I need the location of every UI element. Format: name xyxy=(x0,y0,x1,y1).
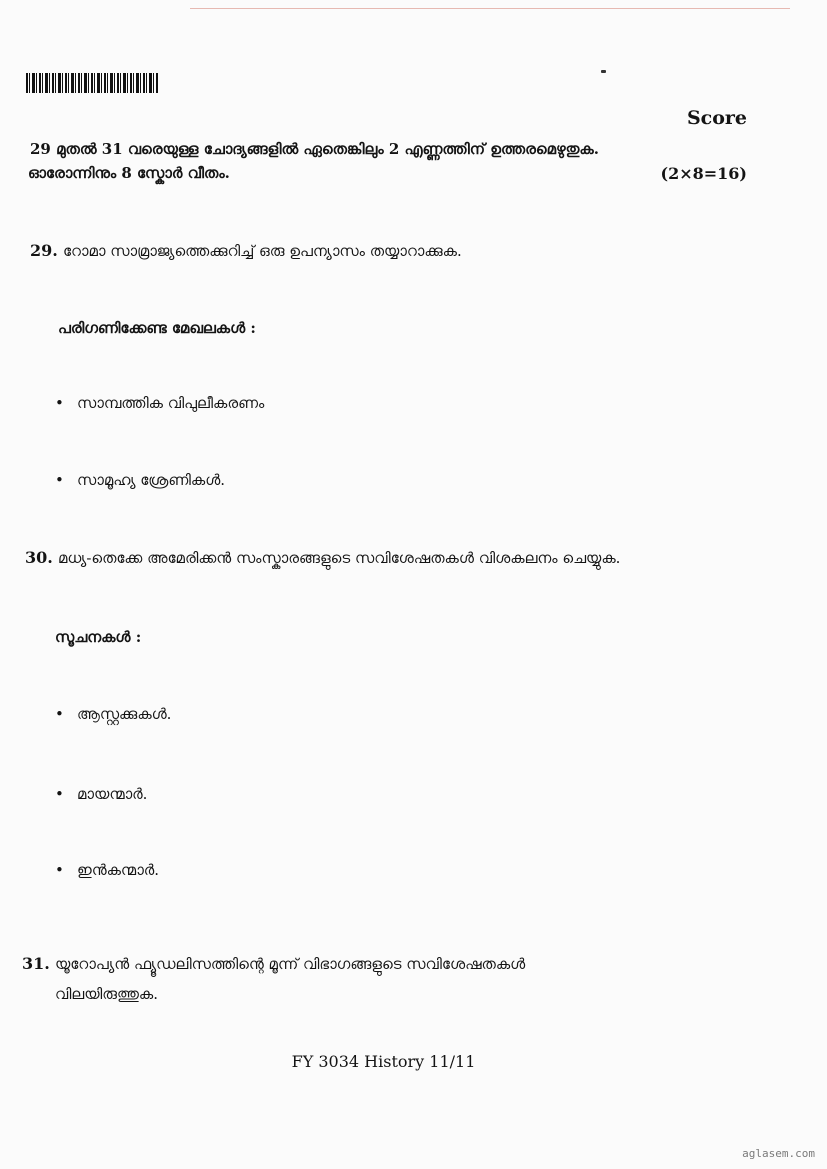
instruction-line-1: 29 മുതൽ 31 വരെയുള്ള ചോദ്യങ്ങളിൽ ഏതെങ്കിലും 2 എണ്ണത്തിന് ഉത്തരമെഴുതുക. xyxy=(30,140,599,158)
bullet-point xyxy=(55,785,147,803)
score-column-label: Score xyxy=(686,107,747,129)
bullet-text: മായന്മാർ. xyxy=(77,785,148,803)
question-text: യൂറോപ്യൻ ഫ്യൂഡലിസത്തിന്റെ മൂന്ന് വിഭാഗങ്ങളുടെ സവിശേഷതകൾ xyxy=(54,955,526,973)
bullet-point xyxy=(55,861,159,879)
bullet-point xyxy=(55,705,171,723)
page-footer xyxy=(0,1052,827,1071)
barcode xyxy=(26,73,158,93)
question-29 xyxy=(30,241,462,260)
scan-speck xyxy=(601,70,606,73)
bullet-icon: • xyxy=(55,861,64,879)
question-number: 29. xyxy=(30,241,58,260)
instruction-line-2: ഓരോന്നിനും 8 സ്കോർ വീതം. xyxy=(28,164,230,182)
question-30 xyxy=(25,548,620,567)
question-text: മധ്യ-തെക്കേ അമേരിക്കൻ സംസ്കാരങ്ങളുടെ സവിശേഷതകൾ വിശകലനം ചെയ്യുക. xyxy=(57,549,621,567)
bullet-icon: • xyxy=(55,705,64,723)
bullet-text: ഇൻകന്മാർ. xyxy=(77,861,160,879)
page-code: FY 3034 History 11/11 xyxy=(291,1052,476,1071)
question-30-subheading: സൂചനകൾ : xyxy=(55,628,142,646)
bullet-icon: • xyxy=(55,394,64,412)
bullet-text: ആസ്റ്റക്കുകൾ. xyxy=(77,705,172,723)
bullet-point xyxy=(55,471,225,489)
question-text: റോമാ സാമ്രാജ്യത്തെക്കുറിച്ച് ഒരു ഉപന്യാസം തയ്യാറാക്കുക. xyxy=(62,242,462,260)
marks-allocation: (2×8=16) xyxy=(660,164,747,183)
watermark: aglasem.com xyxy=(742,1147,815,1160)
bullet-point xyxy=(55,394,264,412)
question-29-subheading: പരിഗണിക്കേണ്ട മേഖലകൾ : xyxy=(58,319,256,337)
bullet-text: സാമൂഹ്യ ശ്രേണികൾ. xyxy=(77,471,226,489)
question-31-text-line-2: വിലയിരുത്തുക. xyxy=(55,985,158,1003)
bullet-icon: • xyxy=(55,471,64,489)
bullet-text: സാമ്പത്തിക വിപുലീകരണം xyxy=(77,394,265,412)
scan-edge-line xyxy=(190,8,790,9)
question-31 xyxy=(22,954,525,973)
bullet-icon: • xyxy=(55,785,64,803)
question-number: 30. xyxy=(25,548,53,567)
question-number: 31. xyxy=(22,954,50,973)
